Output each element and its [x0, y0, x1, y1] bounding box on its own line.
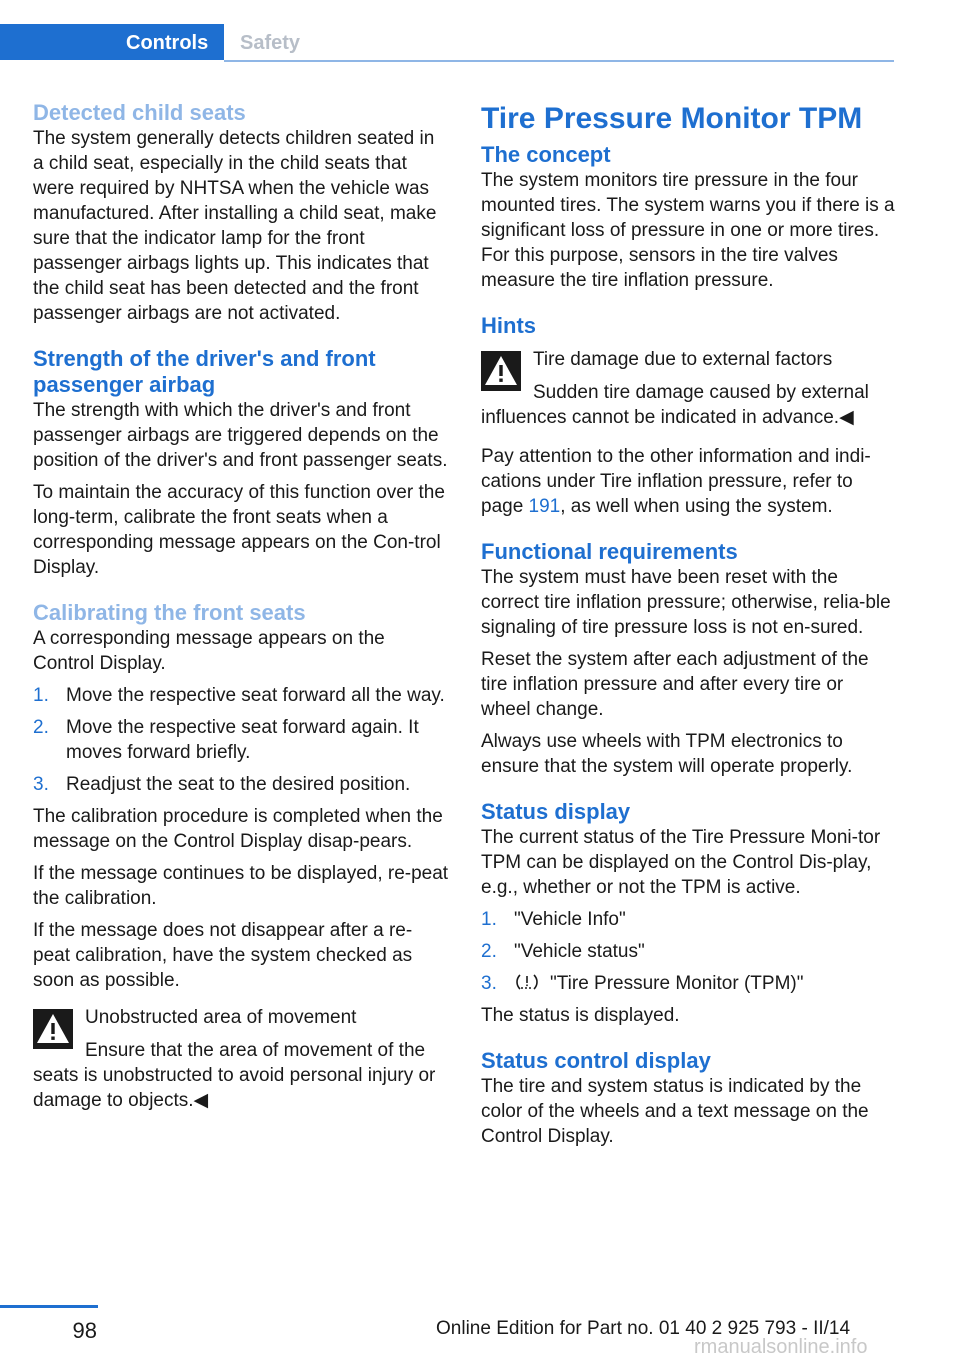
section-tabs	[0, 24, 894, 62]
list-item	[481, 971, 895, 996]
warning-title: Tire damage due to external factors	[533, 349, 833, 370]
heading-airbag-strength: Strength of the driver's and front passenger airbag	[33, 346, 376, 397]
step-text: "Tire Pressure Monitor (TPM)"	[550, 973, 804, 994]
list-item	[481, 907, 895, 932]
paragraph-functional-1: The system must have been reset with the correct tire inflation pressure; otherwise, relia-ble signaling of tire pressure loss is not en-sured.	[481, 567, 891, 638]
warning-text: Sudden tire damage caused by external influences cannot be indicated in advance.◀	[481, 382, 869, 428]
heading-hints: Hints	[481, 313, 536, 338]
heading-status-display: Status display	[481, 799, 631, 824]
paragraph-airbag-strength-1: The strength with which the driver's and front passenger airbags are triggered depends on the position of the driver's and front passenger seats.	[33, 400, 448, 471]
warning-title: Unobstructed area of movement	[85, 1007, 357, 1028]
warning-triangle-icon	[481, 351, 521, 391]
tab-safety[interactable]	[224, 24, 344, 60]
heading-tpm: Tire Pressure Monitor TPM	[481, 102, 863, 135]
tab-underline	[224, 60, 894, 62]
footer-rule	[0, 1305, 98, 1308]
tab-controls[interactable]	[0, 24, 224, 60]
step-text: Move the respective seat forward again. It moves forward briefly.	[66, 717, 419, 763]
hints-text-before: Pay attention to the other information and indi-cations under Tire inflation pressure, refer to page	[481, 446, 871, 517]
status-steps	[481, 907, 895, 996]
step-number: 1.	[481, 909, 497, 930]
list-item	[33, 715, 449, 765]
step-number: 2.	[481, 941, 497, 962]
heading-calibrating-seats: Calibrating the front seats	[33, 600, 306, 625]
step-text: "Vehicle status"	[514, 941, 645, 962]
right-column	[481, 100, 895, 1156]
hints-text-after: , as well when using the system.	[560, 496, 833, 517]
heading-concept: The concept	[481, 142, 611, 167]
paragraph-status-displayed: The status is displayed.	[481, 1005, 680, 1026]
step-text: Readjust the seat to the desired position.	[66, 774, 411, 795]
tab-safety-label: Safety	[240, 32, 301, 54]
paragraph-concept: The system monitors tire pressure in the four mounted tires. The system warns you if there is a significant loss of pressure in one or more tires. For this purpose, sensors in the tire valves measure the tire inflation pressure.	[481, 170, 895, 291]
list-item	[481, 939, 895, 964]
tab-controls-label: Controls	[126, 32, 209, 54]
paragraph-calibration-repeat: If the message continues to be displayed, re-peat the calibration.	[33, 863, 449, 909]
paragraph-status-display: The current status of the Tire Pressure Moni-tor TPM can be displayed on the Control Dis-play, e.g., whether or not the TPM is active.	[481, 827, 881, 898]
step-number: 2.	[33, 717, 49, 738]
paragraph-hints	[481, 444, 895, 519]
left-column	[33, 100, 449, 1113]
paragraph-status-control-display: The tire and system status is indicated by the color of the wheels and a text message on the Control Display.	[481, 1076, 869, 1147]
edition-note: Online Edition for Part no. 01 40 2 925 793 - II/14	[436, 1318, 851, 1339]
calibration-steps	[33, 683, 449, 797]
paragraph-detected-child-seats: The system generally detects children seated in a child seat, especially in the child seats that were required by NHTSA when the vehicle was manufactured. After installing a child seat, make sure that the indicator lamp for the front passenger airbags lights up. This indicates that the child seat has been detected and the front passenger airbags are not activated.	[33, 128, 437, 324]
step-number: 1.	[33, 685, 49, 706]
warning-movement-area	[33, 1005, 449, 1113]
step-number: 3.	[33, 774, 49, 795]
page-number: 98	[72, 1318, 97, 1343]
step-number: 3.	[481, 973, 497, 994]
watermark: rmanualsonline.info	[694, 1336, 868, 1358]
paragraph-calibration-complete: The calibration procedure is completed when the message on the Control Display disap-pears.	[33, 806, 443, 852]
paragraph-functional-2: Reset the system after each adjustment of the tire inflation pressure and after every tire or wheel change.	[481, 649, 869, 720]
step-text: "Vehicle Info"	[514, 909, 626, 930]
list-item	[33, 683, 449, 708]
step-text: Move the respective seat forward all the way.	[66, 685, 445, 706]
paragraph-calibration-check: If the message does not disappear after a re-peat calibration, have the system checked as soon as possible.	[33, 920, 413, 991]
paragraph-calibrating: A corresponding message appears on the Control Display.	[33, 628, 385, 674]
warning-triangle-icon	[33, 1009, 73, 1049]
tire-pressure-icon	[514, 972, 540, 992]
page-link[interactable]: 191	[528, 496, 561, 517]
paragraph-airbag-strength-2: To maintain the accuracy of this function over the long-term, calibrate the front seats when a corresponding message appears on the Con-trol Display.	[33, 482, 445, 578]
list-item	[33, 772, 449, 797]
heading-detected-child-seats: Detected child seats	[33, 100, 246, 125]
warning-tire-damage	[481, 347, 895, 430]
warning-text: Ensure that the area of movement of the seats is unobstructed to avoid personal injury or damage to objects.◀	[33, 1040, 436, 1111]
paragraph-functional-3: Always use wheels with TPM electronics to ensure that the system will operate properly.	[481, 731, 853, 777]
heading-functional-requirements: Functional requirements	[481, 539, 738, 564]
heading-status-control-display: Status control display	[481, 1048, 711, 1073]
